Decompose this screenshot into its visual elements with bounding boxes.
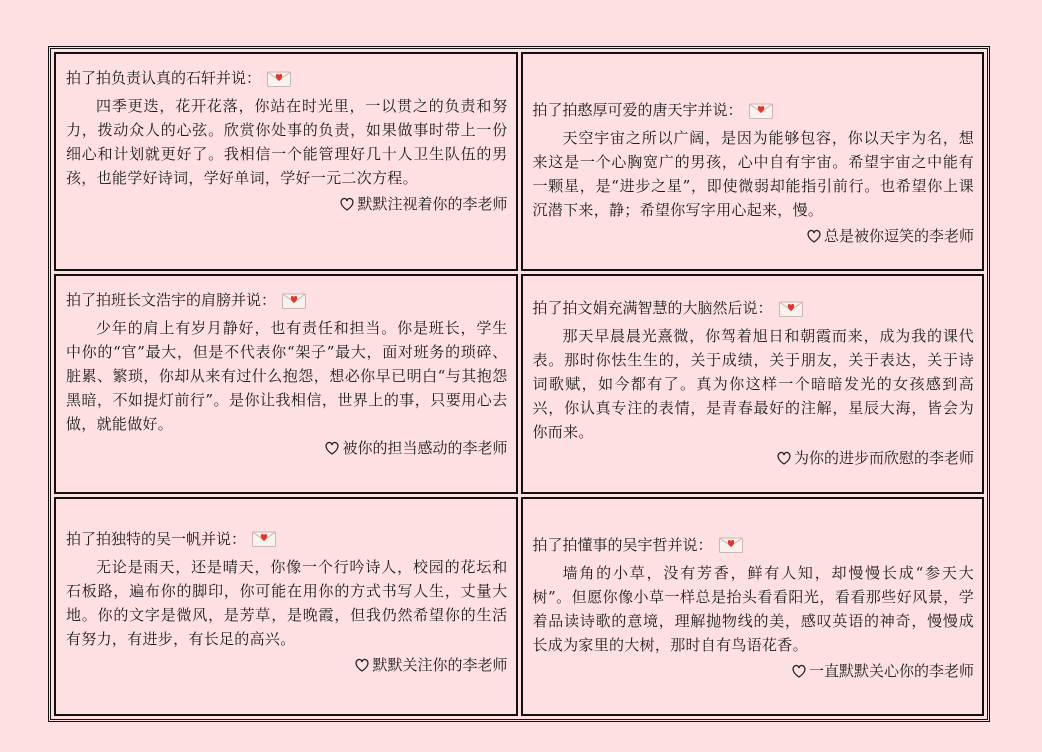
card-body: 那天早晨晨光熹微，你驾着旭日和朝霞而来，成为我的课代表。那时你怯生生的，关于成绩，关于朋友，关于表达，关于诗词歌赋，如今都有了。真为你这样一个暗暗发光的女孩感到高兴，你认真专注的表情，是青春最好的注解，星辰大海，皆会为你而来。 [532,327,974,442]
signature [66,192,508,216]
heart-outline-icon [354,657,370,673]
card-heading: 拍了拍懂事的吴宇哲并说： [532,535,713,554]
message-card-5 [54,497,518,716]
card-body: 天空宇宙之所以广阔，是因为能够包容，你以天宇为名，想来这是一个心胸宽广的男孩，心中自有宇宙。希望宇宙之中能有一颗星，是“进步之星”，即使微弱却能指引前行。也希望你上课沉潜下来，静；希望你写字用心起来，慢。 [532,129,974,219]
message-card-3 [54,274,518,493]
signature [533,224,975,248]
card-heading: 拍了拍独特的吴一帆并说： [66,529,247,548]
heart-outline-icon [806,228,822,244]
message-card-4 [521,274,985,493]
envelope-heart-icon [719,536,743,553]
envelope-heart-icon [779,300,803,317]
heart-outline-icon [791,663,807,679]
signature [66,436,508,460]
envelope-heart-icon [267,70,291,87]
card-body: 少年的肩上有岁月静好，也有责任和担当。你是班长，学生中你的“官”最大，但是不代表你“架子”最大，面对班务的琐碎、脏累、繁琐，你却从来有过什么抱怨，想必你早已明白“与其抱怨黑暗，不如提灯前行”。是你让我相信，世界上的事，只要用心去做，就能做好。 [66,319,508,434]
message-card-6 [521,497,985,716]
signature-text: 默默注视着你的李老师 [357,195,508,213]
envelope-heart-icon [749,102,773,119]
signature-text: 被你的担当感动的李老师 [342,439,508,458]
card-heading: 拍了拍负责认真的石轩并说： [66,69,262,87]
message-card-2 [521,52,985,271]
card-heading: 拍了拍班长文浩宇的肩膀并说： [66,291,277,310]
message-card-1 [54,52,518,271]
envelope-heart-icon [252,530,276,547]
signature-text: 为你的进步而欣慰的李老师 [793,449,974,468]
signature-text: 一直默默关心你的李老师 [808,661,974,680]
message-grid [48,46,990,722]
card-heading: 拍了拍憨厚可爱的唐天宇并说： [532,101,743,119]
signature [533,446,975,470]
card-body: 四季更迭，花开花落，你站在时光里，一以贯之的负责和努力，拨动众人的心弦。欣赏你处事的负责，如果做事时带上一份细心和计划就更好了。我相信一个能管理好几十人卫生队伍的男孩，也能学好诗词，学好单词，学好一元二次方程。 [66,97,508,187]
card-heading: 拍了拍文娟充满智慧的大脑然后说： [532,299,773,318]
heart-outline-icon [324,440,340,456]
heart-outline-icon [339,196,355,212]
signature-text: 总是被你逗笑的李老师 [823,227,974,245]
card-body: 无论是雨天，还是晴天，你像一个行吟诗人，校园的花坛和石板路，遍布你的脚印，你可能在用你的方式书写人生，丈量大地。你的文字是微风，是芳草，是晚霞，但我仍然希望你的生活有努力，有进步，有长足的高兴。 [66,557,508,648]
signature-text: 默默关注你的李老师 [372,655,508,674]
card-body: 墙角的小草，没有芳香，鲜有人知，却慢慢长成“参天大树”。但愿你像小草一样总是抬头看看阳光，看看那些好风景，学着品读诗歌的意境，理解抛物线的美，感叹英语的神奇，慢慢成长成为家里的大树，那时自有鸟语花香。 [532,563,974,654]
signature [533,659,975,683]
envelope-heart-icon [282,292,306,309]
heart-outline-icon [776,450,792,466]
signature [66,653,508,677]
